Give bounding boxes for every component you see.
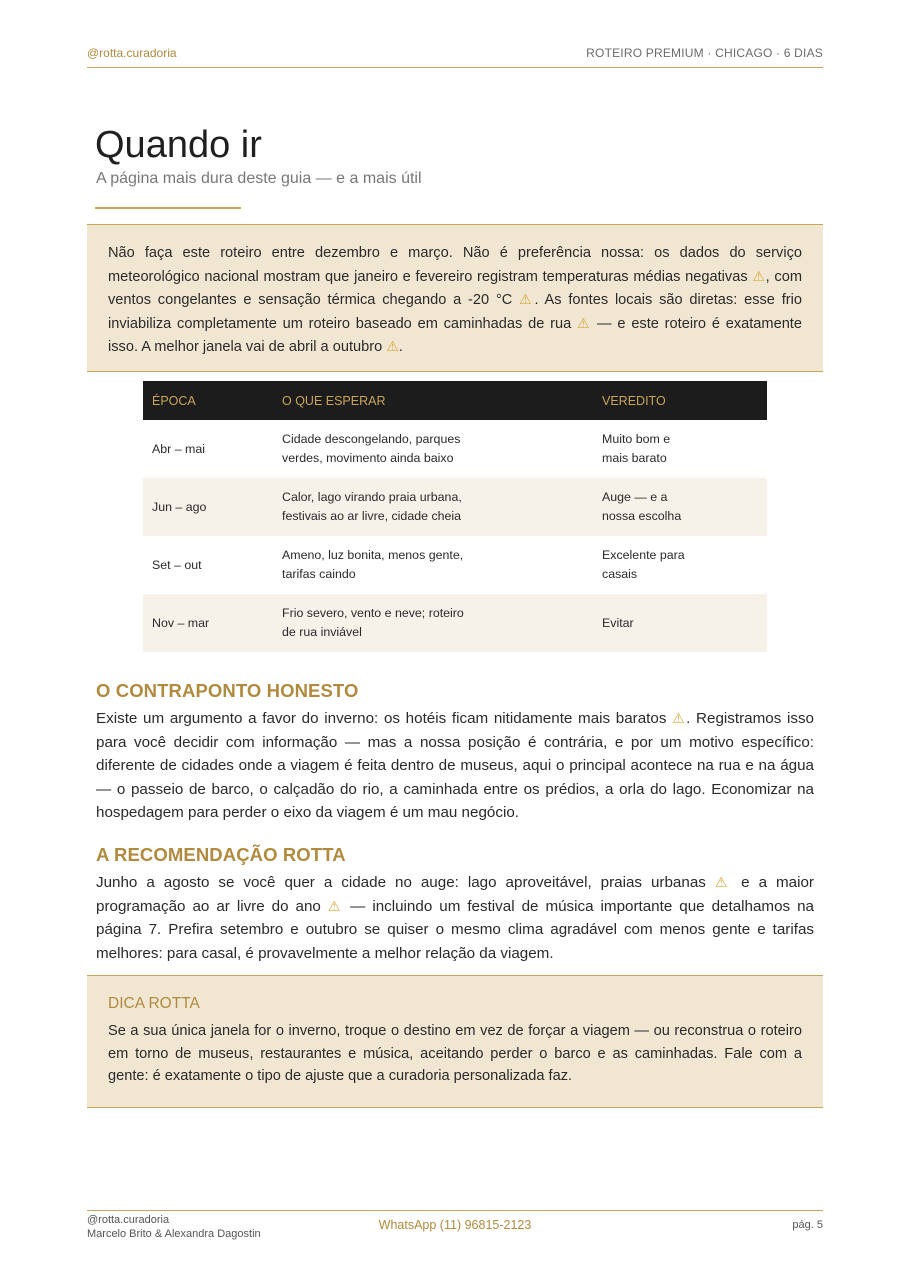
notice-text-segment: .	[398, 339, 403, 356]
verdict-cell: Auge — e a nossa escolha	[593, 478, 767, 536]
period-cell: Nov – mar	[143, 594, 273, 652]
title-divider	[95, 207, 241, 209]
counterpoint-heading: O CONTRAPONTO HONESTO	[96, 680, 359, 701]
seasons-table	[143, 381, 767, 652]
counterpoint-text-segment: Existe um argumento a favor do inverno: os hotéis ficam nitidamente mais baratos	[96, 710, 673, 727]
page-number: pág. 5	[792, 1219, 823, 1231]
expect-cell: Calor, lago virando praia urbana, festivais ao ar livre, cidade cheia	[273, 478, 593, 536]
page-footer	[87, 1210, 823, 1250]
warning-icon: ⚠	[519, 291, 535, 308]
expect-cell: Frio severo, vento e neve; roteiro de rua inviável	[273, 594, 593, 652]
footer-handle: @rotta.curadoria	[87, 1214, 170, 1226]
notice-text	[108, 242, 802, 359]
notice-text-segment: , com ventos congelantes e sensação térmica chegando a -20 °C	[108, 268, 802, 309]
recommendation-heading: A RECOMENDAÇÃO ROTTA	[96, 844, 346, 865]
verdict-cell: Muito bom e mais barato	[602, 432, 671, 465]
column-header-period: ÉPOCA	[143, 381, 273, 420]
warning-icon: ⚠	[327, 897, 344, 914]
table-row	[143, 594, 767, 652]
counterpoint-body	[96, 707, 814, 825]
notice-text-segment: — e este roteiro é exatamente isso. A melhor janela vai de abril a outubro	[108, 315, 802, 356]
expect-cell: Ameno, luz bonita, menos gente, tarifas caindo	[282, 548, 464, 581]
column-header-expect: O QUE ESPERAR	[273, 381, 593, 420]
tip-body: Se a sua única janela for o inverno, troque o destino em vez de forçar a viagem — ou reconstrua o roteiro em torno de museus, restaurantes e música, aceitando perder o barco e as caminhadas. Fale com a gente: é exatamente o tipo de ajuste que a curadoria personalizada faz.	[108, 1023, 802, 1085]
page-title: Quando ir	[95, 124, 262, 166]
header-doc-label: ROTEIRO PREMIUM · CHICAGO · 6 DIAS	[586, 46, 823, 60]
notice-text-segment: Não faça este roteiro entre dezembro e março. Não é preferência nossa: os dados do serviço meteorológico nacional mostram que janeiro e fevereiro registram temperaturas médias negativas	[108, 245, 802, 285]
recommendation-text-segment: e a maior programação ao ar livre do ano	[96, 874, 814, 915]
verdict-cell: Evitar	[593, 594, 767, 652]
period-cell: Set – out	[152, 557, 202, 572]
tip-box	[87, 975, 823, 1108]
warning-icon: ⚠	[576, 314, 592, 331]
counterpoint-text-segment: . Registramos isso para você decidir com informação — mas a nossa posição é contrária, e por um motivo específico: diferente de cidades onde a viagem é feita dentro de museus, aqui o principal acontece na rua e na água — o passeio de barco, o calçadão do rio, a caminhada entre os prédios, a orla do lago. Economizar na hospedagem para perder o eixo da viagem é um mau negócio.	[96, 710, 814, 822]
warning-notice-box	[87, 224, 823, 372]
footer-whatsapp: WhatsApp (11) 96815-2123	[378, 1218, 532, 1232]
expect-cell: Cidade descongelando, parques verdes, movimento ainda baixo	[282, 432, 461, 465]
warning-icon: ⚠	[386, 338, 399, 355]
table-row	[143, 420, 767, 478]
period-cell: Jun – ago	[143, 478, 273, 536]
page-subtitle: A página mais dura deste guia — e a mais útil	[96, 170, 422, 187]
recommendation-text-segment: — incluindo um festival de música importante que detalhamos na página 7. Prefira setembro e outubro se quiser o mesmo clima agradável com menos gente e tarifas melhores: para casal, é provavelmente a melhor relação da viagem.	[96, 897, 814, 962]
tip-title: DICA ROTTA	[108, 995, 200, 1012]
warning-icon: ⚠	[672, 710, 687, 726]
verdict-cell: Excelente para casais	[602, 548, 685, 581]
recommendation-text-segment: Junho a agosto se você quer a cidade no auge: lago aproveitável, praias urbanas	[96, 874, 715, 891]
header-handle: @rotta.curadoria	[87, 46, 177, 60]
recommendation-body	[96, 871, 814, 965]
warning-icon: ⚠	[714, 874, 733, 890]
table-row	[143, 478, 767, 536]
warning-icon: ⚠	[752, 267, 766, 284]
table-row	[143, 536, 767, 594]
notice-text-segment: . As fontes locais são diretas: esse frio inviabiliza completamente um roteiro baseado em caminhadas de rua	[108, 292, 802, 332]
footer-authors: Marcelo Brito & Alexandra Dagostin	[87, 1228, 261, 1240]
table-header-row	[143, 381, 767, 420]
period-cell: Abr – mai	[152, 441, 206, 456]
column-header-verdict: VEREDITO	[593, 381, 767, 420]
page-header	[87, 46, 823, 68]
